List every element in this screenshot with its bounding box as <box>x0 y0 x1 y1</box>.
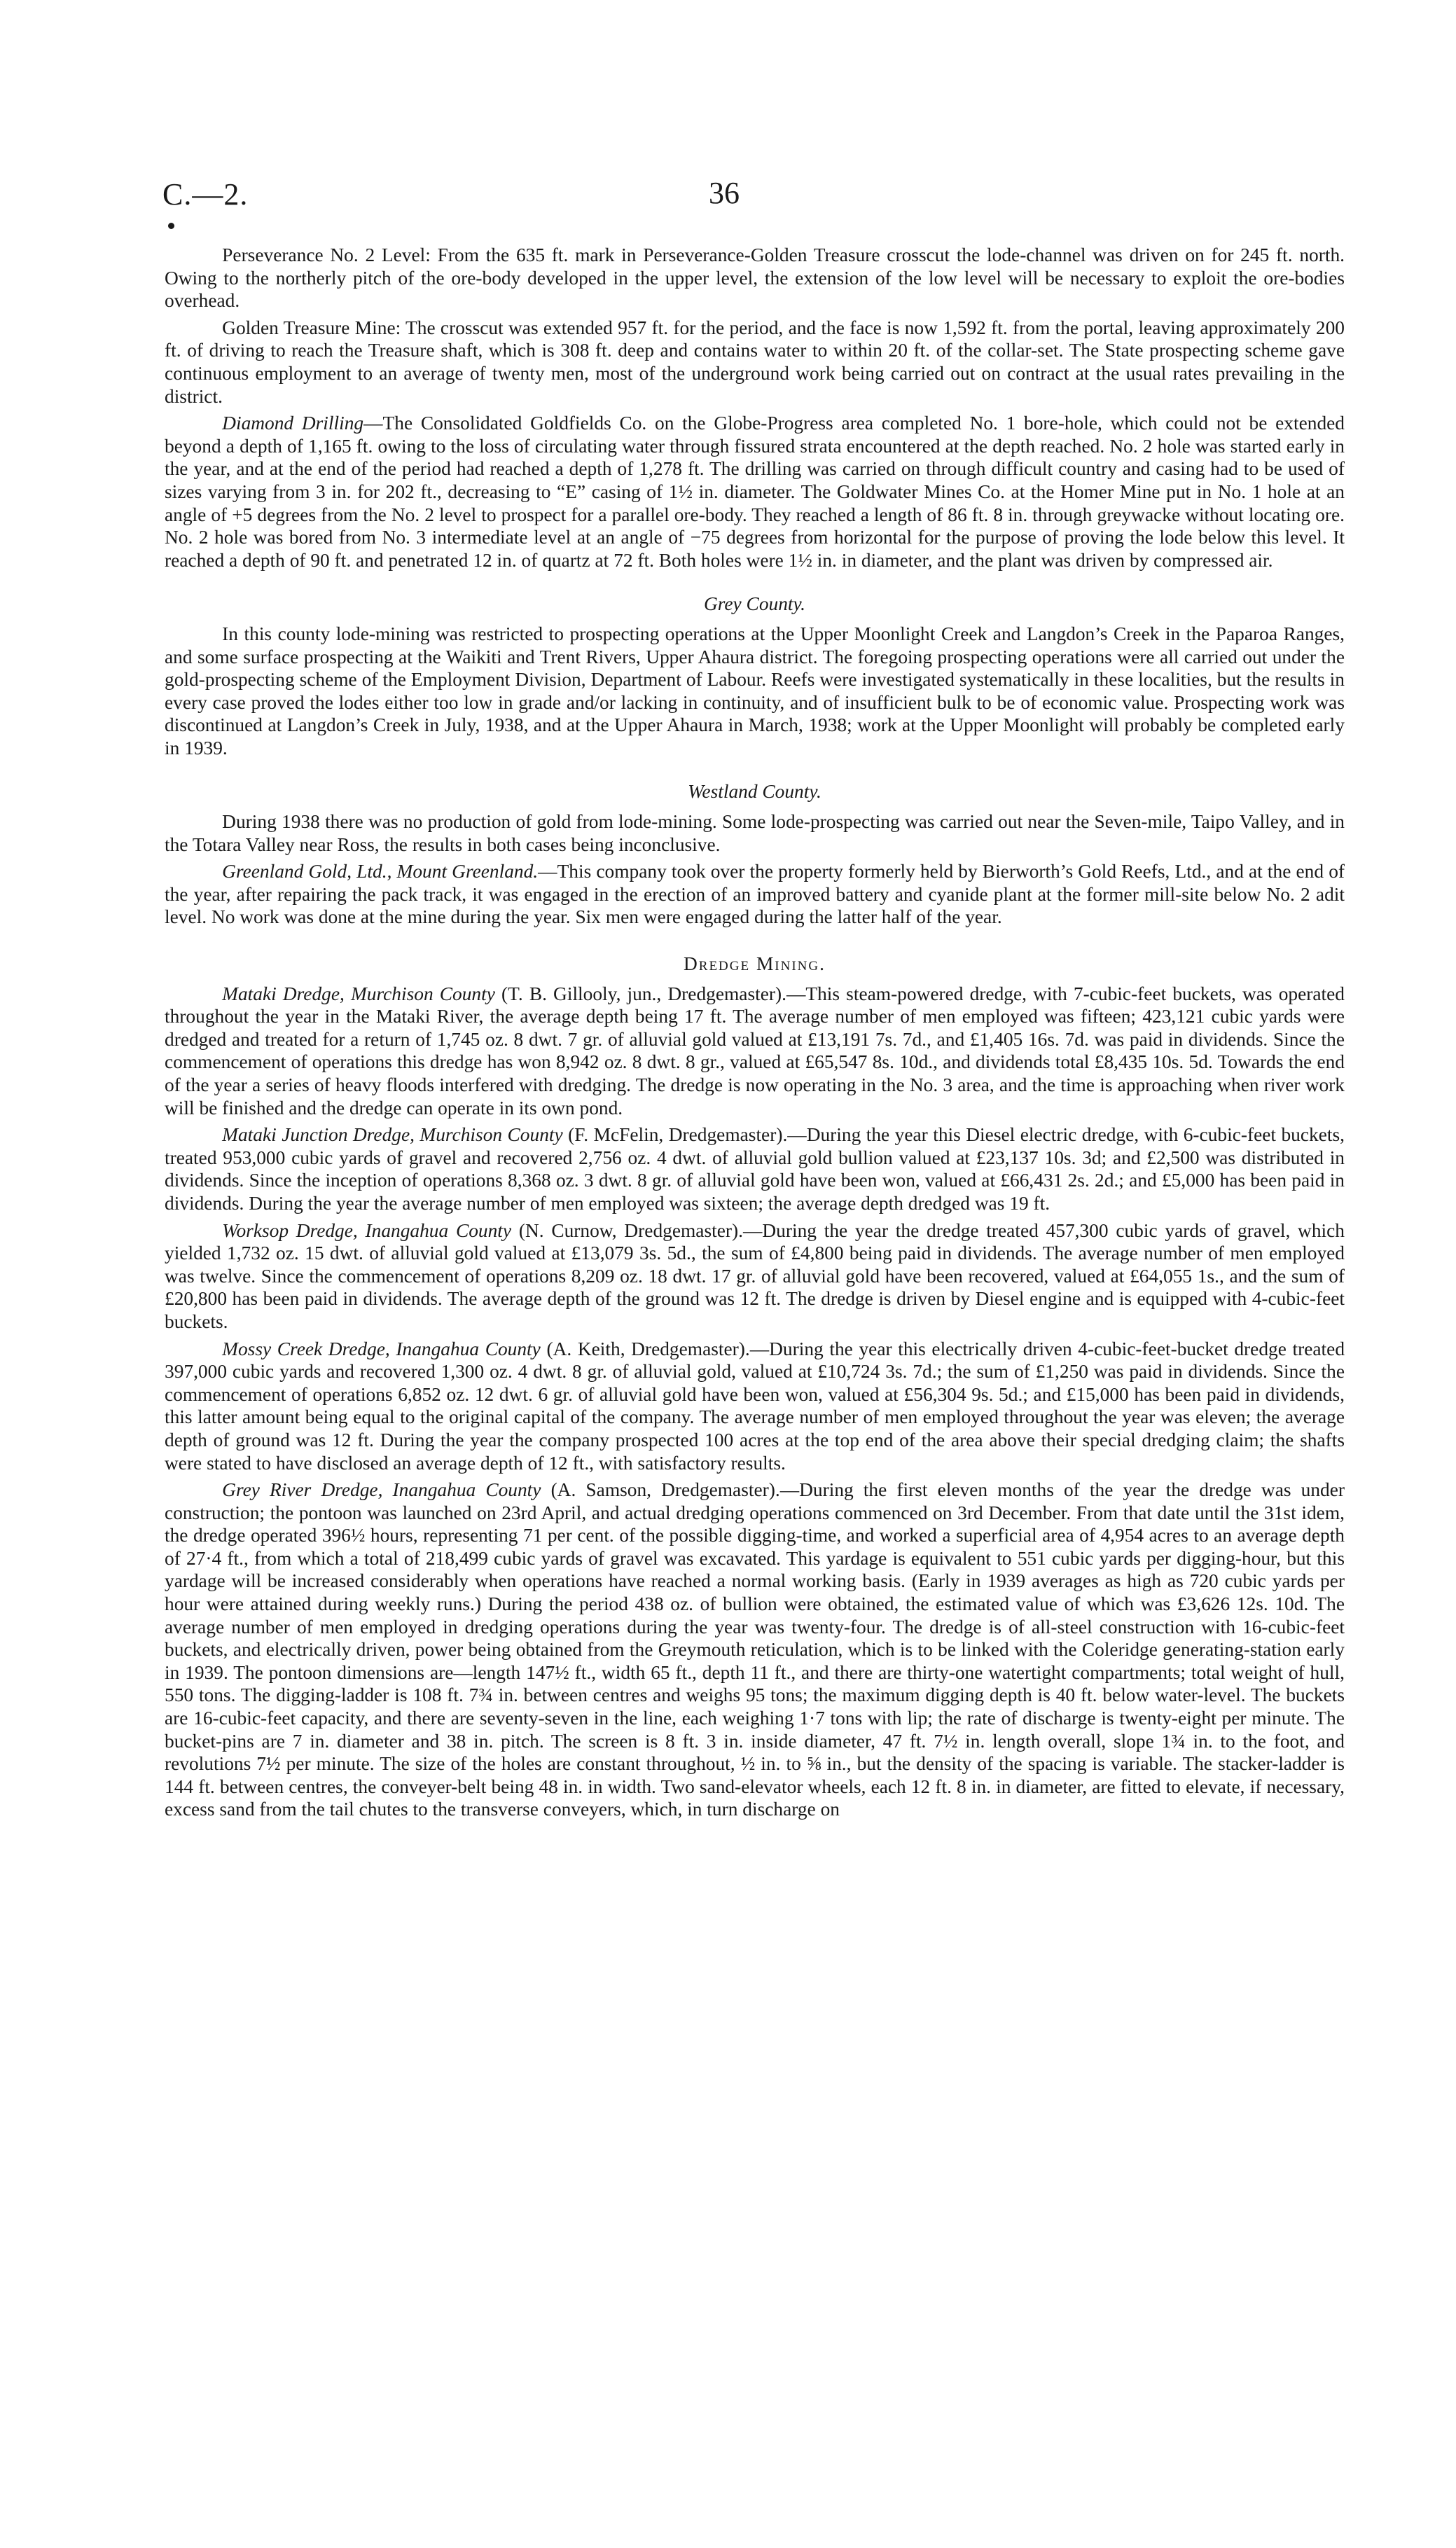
diamond-drilling-title: Diamond Drilling <box>222 413 364 434</box>
greenland-text: —This company took over the property formerly held by Bierworth’s Gold Reefs, Ltd., and at the end of the year, after repairing the pack track, it was engaged in the erection of an improved battery and cyanide plant at the former mill-site below No. 2 adit level. No work was done at the mine during the year. Six men were engaged during the latter half of the year. <box>165 861 1345 928</box>
mataki-junction-text: (F. McFelin, Dredgemaster).—During the year this Diesel electric dredge, with 6-cubic-feet buckets, treated 953,000 cubic yards of gravel and recovered 2,756 oz. 4 dwt. of alluvial gold bullion valued at £23,137 10s. 3d; and £2,500 was distributed in dividends. Since the inception of operations 8,368 oz. 3 dwt. 8 gr. of alluvial gold have been won, valued at £66,431 2s. 2d.; and £5,000 has been paid in dividends. During the year the average number of men employed was sixteen; the average depth dredged was 19 ft. <box>165 1124 1345 1214</box>
paragraph-grey-river <box>165 1479 1345 1821</box>
worksop-title: Worksop Dredge, Inangahua County <box>222 1219 512 1241</box>
paragraph-perseverance: Perseverance No. 2 Level: From the 635 ft. mark in Perseverance-Golden Treasure crosscut the lode-channel was driven on for 245 ft. north. Owing to the northerly pitch of the ore-body developed in the upper level, the extension of the low level will be necessary to exploit the ore-bodies overhead. <box>165 244 1345 312</box>
document-reference: C.—2. <box>162 177 249 212</box>
grey-river-title: Grey River Dredge, Inangahua County <box>222 1479 541 1501</box>
mataki-dredge-title: Mataki Dredge, Murchison County <box>222 983 495 1004</box>
grey-river-text: (A. Samson, Dredgemaster).—During the first eleven months of the year the dredge was under construction; the pontoon was launched on 23rd April, and actual dredging operations commenced on 3rd December. From that date until the 31st idem, the dredge operated 396½ hours, representing 71 per cent. of the possible digging-time, and worked a superficial area of 4,954 acres to an average depth of 27·4 ft., from which a total of 218,499 cubic yards of gravel was excavated. This yardage is equivalent to 551 cubic yards per digging-hour, but this yardage will be increased considerably when operations have reached a normal working basis. (Early in 1939 averages as high as 720 cubic yards per hour were attained during weekly runs.) During the period 438 oz. of bullion were obtained, the estimated value of which was £3,626 12s. 10d. The average number of men employed in dredging operations during the year was twenty-four. The dredge is of all-steel construction with 16-cubic-feet buckets, and electrically driven, power being obtained from the Greymouth reticulation, which is to be linked with the Coleridge generating-station early in 1939. The pontoon dimensions are—length 147½ ft., width 65 ft., depth 11 ft., and there are thirty-one watertight compartments; total weight of hull, 550 tons. The digging-ladder is 108 ft. 7¾ in. between centres and weighs 95 tons; the maximum digging depth is 40 ft. below water-level. The buckets are 16-cubic-feet capacity, and there are seventy-seven in the line, each weighing 1·7 tons with lip; the rate of discharge is twenty-eight per minute. The bucket-pins are 7 in. diameter and 38 in. pitch. The screen is 8 ft. 3 in. inside diameter, 47 ft. 7½ in. length overall, slope 1¾ in. to the foot, and revolutions 7½ per minute. The size of the holes are constant throughout, ½ in. to ⅝ in., but the density of the spacing is variable. The stacker-ladder is 144 ft. between centres, the conveyer-belt being 48 in. in width. Two sand-elevator wheels, each 12 ft. 8 in. in diameter, are fitted to elevate, if necessary, excess sand from the tail chutes to the transverse conveyers, which, in turn discharge on <box>165 1479 1345 1820</box>
paragraph-golden-treasure: Golden Treasure Mine: The crosscut was extended 957 ft. for the period, and the face is now 1,592 ft. from the portal, leaving approximately 200 ft. of driving to reach the Treasure shaft, which is 308 ft. deep and contains water to within 20 ft. of the collar-set. The State prospecting scheme gave continuous employment to an average of twenty men, most of the underground work being carried out on contract at the usual rates prevailing in the district. <box>165 317 1345 407</box>
paragraph-mataki-junction <box>165 1123 1345 1214</box>
bullet-dot-icon <box>168 223 174 229</box>
page-number: 36 <box>709 176 740 210</box>
mataki-junction-title: Mataki Junction Dredge, Murchison County <box>222 1124 563 1146</box>
westland-county-heading: Westland County. <box>688 781 821 803</box>
paragraph-grey-county: In this county lode-mining was restricted to prospecting operations at the Upper Moonlight Creek and Langdon’s Creek in the Paparoa Ranges, and some surface prospecting at the Waikiti and Trent Rivers, Upper Ahaura district. The foregoing prospecting operations were all carried out under the gold-prospecting scheme of the Employment Division, Department of Labour. Reefs were investigated systematically in these localities, but the results in every case proved the lodes either too low in grade and/or lacking in continuity, and of insufficient bulk to be of economic value. Prospecting work was discontinued at Langdon’s Creek in July, 1938, and at the Upper Ahaura in March, 1938; work at the Upper Moonlight will probably be completed early in 1939. <box>165 623 1345 759</box>
mossy-creek-title: Mossy Creek Dredge, Inangahua County <box>222 1338 541 1359</box>
diamond-drilling-text: —The Consolidated Goldfields Co. on the Globe-Progress area completed No. 1 bore-hole, which could not be extended beyond a depth of 1,165 ft. owing to the loss of circulating water through fissured strata encountered at the depth reached. No. 2 hole was started early in the year, and at the end of the period had reached a depth of 1,278 ft. The drilling was carried on through difficult country and casing had to be used of sizes varying from 3 in. for 202 ft., decreasing to “E” casing of 1½ in. diameter. The Goldwater Mines Co. at the Homer Mine put in No. 1 hole at an angle of +5 degrees from the No. 2 level to prospect for a parallel ore-body. They reached a length of 86 ft. 8 in. through greywacke without locating ore. No. 2 hole was bored from No. 3 intermediate level at an angle of −75 degrees from horizontal for the purpose of proving the lode below this level. It reached a depth of 90 ft. and penetrated 12 in. of quartz at 72 ft. Both holes were 1½ in. in diameter, and the plant was driven by compressed air. <box>165 413 1345 571</box>
paragraph-mossy-creek <box>165 1338 1345 1475</box>
greenland-title: Greenland Gold, Ltd., Mount Greenland. <box>222 861 539 882</box>
dredge-mining-heading: Dredge Mining. <box>684 953 826 975</box>
mataki-dredge-text: (T. B. Gillooly, jun., Dredgemaster).—This steam-powered dredge, with 7-cubic-feet buckets, was operated throughout the year in the Mataki River, the average depth being 17 ft. The average number of men employed was fifteen; 423,121 cubic yards were dredged and treated for a return of 1,745 oz. 8 dwt. 7 gr. of alluvial gold valued at £13,191 7s. 7d., and £1,405 16s. 7d. was paid in dividends. Since the commencement of operations this dredge has won 8,942 oz. 8 dwt. 8 gr., valued at £65,547 8s. 10d., and dividends total £8,435 10s. 5d. Towards the end of the year a series of heavy floods interfered with dredging. The dredge is now operating in the No. 3 area, and the time is approaching when river work will be finished and the dredge can operate in its own pond. <box>165 983 1345 1119</box>
paragraph-diamond-drilling <box>165 412 1345 572</box>
paragraph-greenland <box>165 860 1345 929</box>
paragraph-westland: During 1938 there was no production of gold from lode-mining. Some lode-prospecting was carried out near the Seven-mile, Taipo Valley, and in the Totara Valley near Ross, the results in both cases being inconclusive. <box>165 811 1345 855</box>
page-body <box>165 244 1345 1821</box>
grey-county-heading: Grey County. <box>703 593 806 615</box>
paragraph-worksop <box>165 1219 1345 1334</box>
worksop-text: (N. Curnow, Dredgemaster).—During the year the dredge treated 457,300 cubic yards of gravel, which yielded 1,732 oz. 15 dwt. of alluvial gold valued at £13,079 3s. 5d., the sum of £4,800 being paid in dividends. The average number of men employed was twelve. Since the commencement of operations 8,209 oz. 18 dwt. 17 gr. of alluvial gold have been recovered, valued at £64,055 1s., and the sum of £20,800 has been paid in dividends. The average depth of the ground was 12 ft. The dredge is driven by Diesel engine and is equipped with 4-cubic-feet buckets. <box>165 1219 1345 1332</box>
mossy-creek-text: (A. Keith, Dredgemaster).—During the year this electrically driven 4-cubic-feet-bucket dredge treated 397,000 cubic yards and recovered 1,300 oz. 4 dwt. 8 gr. of alluvial gold, valued at £10,724 3s. 7d.; the sum of £1,250 was paid in dividends. Since the commencement of operations 6,852 oz. 12 dwt. 6 gr. of alluvial gold have been won, valued at £56,304 9s. 5d.; and £15,000 has been paid in dividends, this latter amount being equal to the original capital of the company. The average number of men employed throughout the year was eleven; the average depth of ground was 12 ft. During the year the company prospected 100 acres at the top end of the area above their special dredging claim; the shafts were stated to have disclosed an average depth of 12 ft., with satisfactory results. <box>165 1338 1345 1474</box>
paragraph-mataki-dredge <box>165 983 1345 1120</box>
